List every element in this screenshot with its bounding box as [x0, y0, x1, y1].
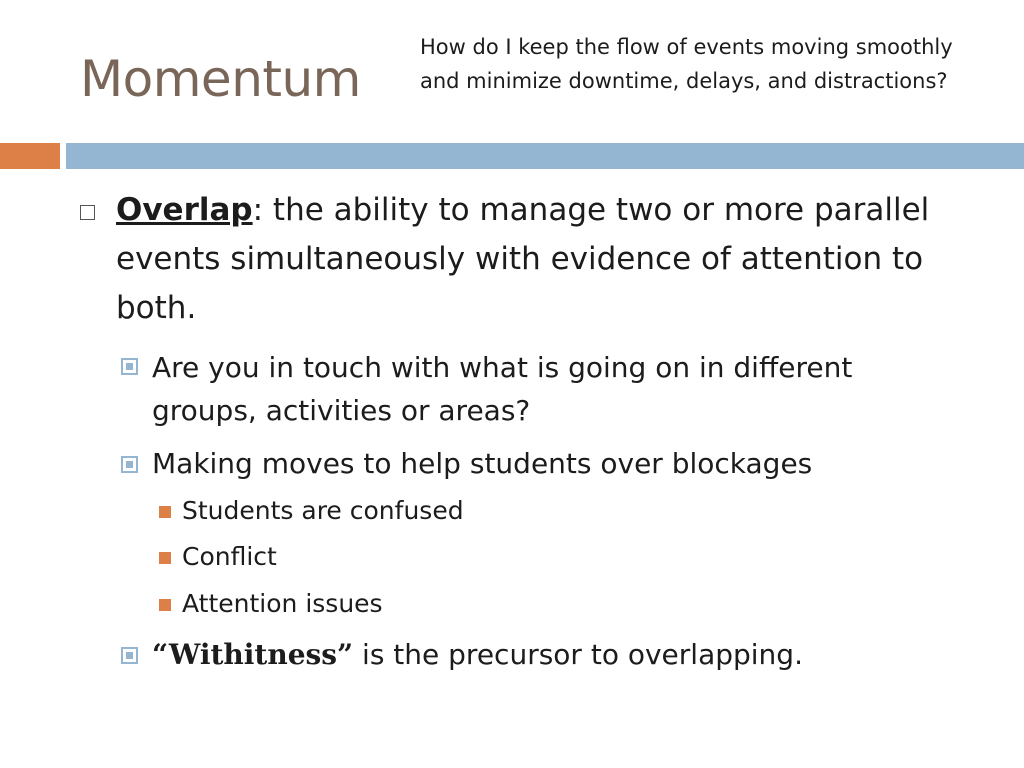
sub-sub-bullet-3: Attention issues	[182, 589, 383, 618]
slide-subtitle: How do I keep the flow of events moving smoothly and minimize downtime, delays, and distractions?	[420, 35, 953, 93]
main-bullet	[116, 186, 936, 333]
l2-bullet-icon	[121, 456, 138, 473]
l3-bullet-icon	[159, 552, 171, 564]
l3-bullet-icon	[159, 506, 171, 518]
sub-sub-bullet-1: Students are confused	[182, 496, 464, 525]
sub-bullet-2: Making moves to help students over blockages	[152, 447, 813, 480]
slide-title: Momentum	[80, 50, 361, 108]
accent-bar	[0, 143, 60, 169]
square-bullet-icon	[80, 205, 95, 220]
sub-sub-bullet-2: Conflict	[182, 542, 277, 571]
sub-bullet-3-text: is the precursor to overlapping.	[353, 638, 803, 671]
term-overlap: Overlap	[116, 192, 253, 228]
l2-bullet-icon	[121, 358, 138, 375]
sub-bullet-3	[152, 633, 932, 676]
l3-bullet-icon	[159, 599, 171, 611]
l2-bullet-icon	[121, 647, 138, 664]
sub-bullet-1: Are you in touch with what is going on in different groups, activities or areas?	[152, 351, 853, 427]
title-divider-bar	[66, 143, 1024, 169]
main-bullet-text: : the ability to manage two or more parallel events simultaneously with evidence of attention to both.	[116, 192, 930, 326]
term-withitness: “Withitness”	[152, 638, 354, 671]
